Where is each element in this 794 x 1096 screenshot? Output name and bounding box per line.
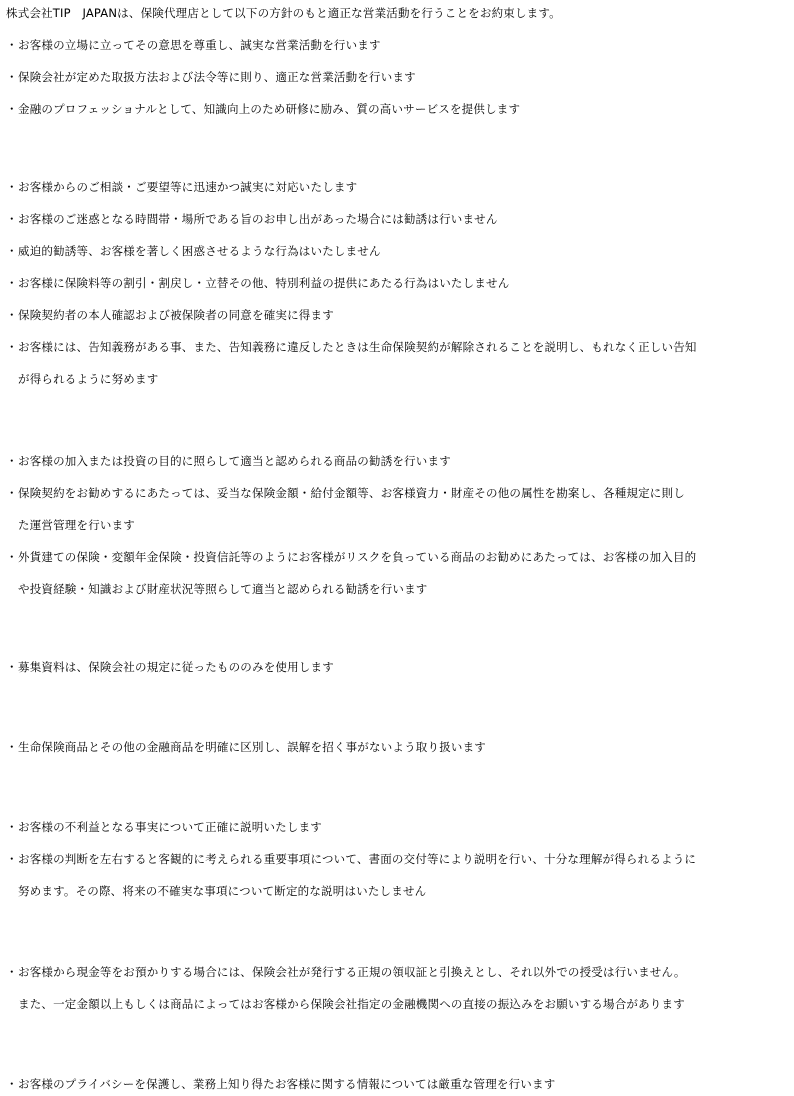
bullet-marker: ・: [6, 276, 18, 290]
policy-item: [0, 210, 794, 228]
policy-item-text: 金融のプロフェッショナルとして、知識向上のため研修に励み、質の高いサービスを提供します: [18, 102, 521, 116]
policy-item: [0, 850, 794, 868]
policy-item-text: 募集資料は、保険会社の規定に従ったもののみを使用します: [18, 660, 334, 674]
policy-item-text: お客様のご迷惑となる時間帯・場所である旨のお申し出があった場合には勧誘は行いません: [18, 212, 498, 226]
bullet-marker: ・: [6, 340, 18, 354]
policy-item: [0, 818, 794, 836]
policy-item-text: お客様の判断を左右すると客観的に考えられる重要事項について、書面の交付等により説明を行い、十分な理解が得られるように: [18, 852, 697, 866]
policy-item-text: 保険契約をお勧めするにあたっては、妥当な保険金額・給付金額等、お客様資力・財産その他の属性を勘案し、各種規定に則し: [18, 486, 685, 500]
policy-item-text: お客様に保険料等の割引・割戻し・立替その他、特別利益の提供にあたる行為はいたしません: [18, 276, 510, 290]
bullet-marker: ・: [6, 486, 18, 500]
bullet-marker: ・: [6, 180, 18, 194]
policy-item-text: 保険会社が定めた取扱方法および法令等に則り、適正な営業活動を行います: [18, 70, 416, 84]
policy-item: [0, 548, 794, 566]
policy-item-text: 外貨建ての保険・変額年金保険・投資信託等のようにお客様がリスクを負っている商品のお勧めにあたっては、お客様の加入目的: [18, 550, 697, 564]
policy-item-text: お客様には、告知義務がある事、また、告知義務に違反したときは生命保険契約が解除されることを説明し、もれなく正しい告知: [18, 340, 697, 354]
policy-item: [0, 338, 794, 356]
policy-item: [0, 36, 794, 54]
policy-item: [0, 452, 794, 470]
bullet-marker: ・: [6, 660, 18, 674]
policy-item-continuation: また、一定金額以上もしくは商品によってはお客様から保険会社指定の金融機関への直接の振込みをお願いする場合があります: [18, 997, 685, 1011]
bullet-marker: ・: [6, 308, 18, 322]
policy-item: [0, 738, 794, 756]
policy-item: [0, 658, 794, 676]
policy-item: [0, 68, 794, 86]
policy-item-text: 威迫的勧誘等、お客様を著しく困惑させるような行為はいたしません: [18, 244, 381, 258]
bullet-marker: ・: [6, 820, 18, 834]
bullet-marker: ・: [6, 740, 18, 754]
bullet-marker: ・: [6, 244, 18, 258]
policy-item: [0, 1075, 794, 1093]
policy-item: [0, 242, 794, 260]
bullet-marker: ・: [6, 550, 18, 564]
bullet-marker: ・: [6, 454, 18, 468]
bullet-marker: ・: [6, 102, 18, 116]
policy-item: [0, 484, 794, 502]
bullet-marker: ・: [6, 38, 18, 52]
policy-item: [0, 306, 794, 324]
policy-item-text: お客様からのご相談・ご要望等に迅速かつ誠実に対応いたします: [18, 180, 358, 194]
policy-item-text: お客様の不利益となる事実について正確に説明いたします: [18, 820, 322, 834]
bullet-marker: ・: [6, 70, 18, 84]
policy-item-text: お客様のプライバシーを保護し、業務上知り得たお客様に関する情報については厳重な管理を行います: [18, 1077, 556, 1091]
policy-item-text: お客様から現金等をお預かりする場合には、保険会社が発行する正規の領収証と引換えとし、それ以外での授受は行いません。: [18, 965, 686, 979]
intro-statement: 株式会社TIP JAPANは、保険代理店として以下の方針のもと適正な営業活動を行うことをお約束します。: [6, 6, 561, 20]
policy-item-text: お客様の立場に立ってその意思を尊重し、誠実な営業活動を行います: [18, 38, 381, 52]
policy-item-continuation: 努めます。その際、将来の不確実な事項について断定的な説明はいたしません: [18, 884, 427, 898]
policy-item-continuation: た運営管理を行います: [18, 518, 135, 532]
policy-item-text: 保険契約者の本人確認および被保険者の同意を確実に得ます: [18, 308, 334, 322]
policy-item-text: 生命保険商品とその他の金融商品を明確に区別し、誤解を招く事がないよう取り扱います: [18, 740, 486, 754]
policy-item: [0, 963, 794, 981]
bullet-marker: ・: [6, 212, 18, 226]
bullet-marker: ・: [6, 852, 18, 866]
bullet-marker: ・: [6, 1077, 18, 1091]
policy-item: [0, 100, 794, 118]
bullet-marker: ・: [6, 965, 18, 979]
policy-item: [0, 274, 794, 292]
policy-item: [0, 178, 794, 196]
policy-item-text: お客様の加入または投資の目的に照らして適当と認められる商品の勧誘を行います: [18, 454, 451, 468]
policy-item-continuation: が得られるように努めます: [18, 372, 159, 386]
policy-item-continuation: や投資経験・知識および財産状況等照らして適当と認められる勧誘を行います: [18, 582, 428, 596]
